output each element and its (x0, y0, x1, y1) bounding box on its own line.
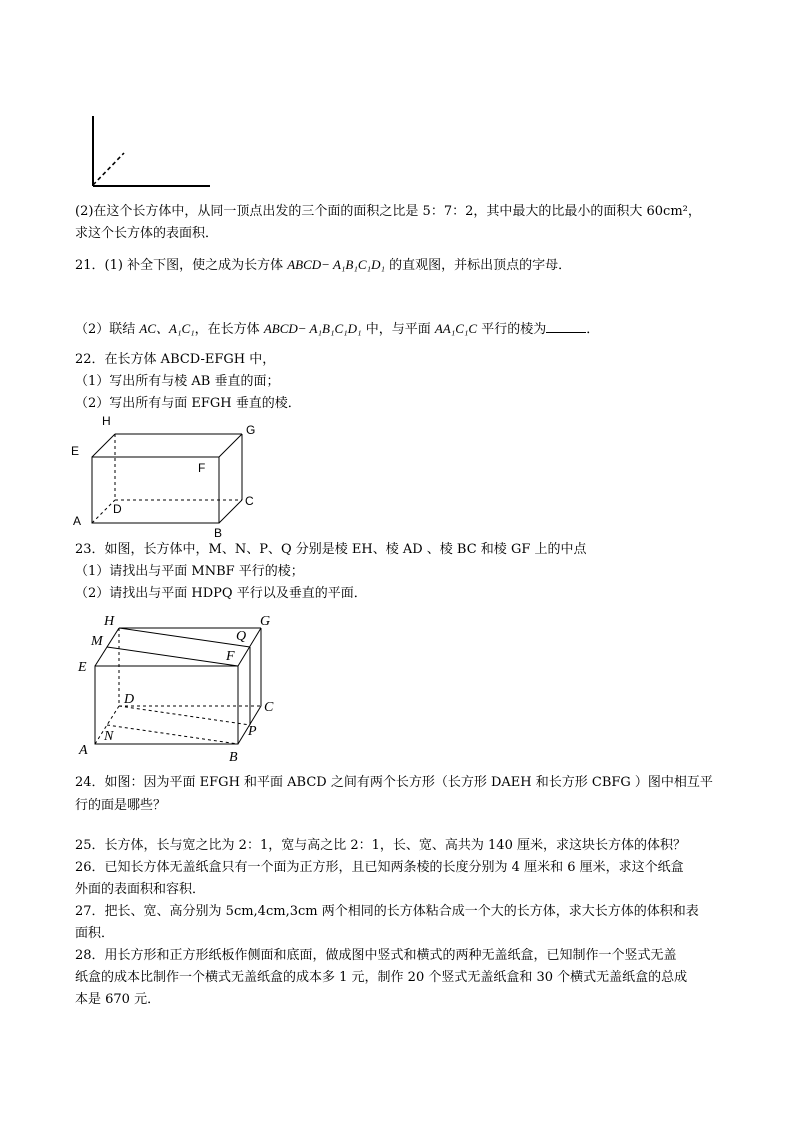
q23-sub2: （2）请找出与平面 HDPQ 平行以及垂直的平面． (75, 586, 367, 601)
line-DP-hidden (119, 706, 250, 725)
label-H: H (102, 414, 111, 428)
label-F: F (226, 649, 235, 664)
q21-line1-prefix: 21．(1) 补全下图，使之成为长方体 (75, 258, 288, 273)
label-H: H (104, 614, 115, 629)
q21-line2-prefix: （2）联结 (75, 322, 140, 337)
label-E: E (78, 660, 87, 675)
label-C: C (245, 494, 254, 508)
label-G: G (260, 614, 271, 629)
line-HQ (119, 628, 250, 647)
q21-line2-mid2: 中，与平面 (361, 322, 435, 337)
q27-line1: 27．把长、宽、高分别为 5cm,4cm,3cm 两个相同的长方体粘合成一个大的长方体，求大长方体的体积和表 (75, 904, 699, 919)
q21-line2-math2: ABCD− A₁B₁C₁D₁ (263, 321, 362, 336)
front-face (95, 666, 238, 744)
q28-line3: 本是 670 元． (75, 992, 161, 1007)
label-Q: Q (236, 629, 247, 644)
q21-line2-suffix: 平行的棱为 (477, 322, 547, 337)
label-B: B (229, 750, 238, 765)
label-P: P (248, 724, 257, 739)
q27-line2: 面积． (75, 926, 115, 941)
label-G: G (246, 423, 256, 437)
q21-line2-mid: ，在长方体 (194, 322, 264, 337)
q21-line1-math: ABCD− A₁B₁C₁D₁ (287, 257, 385, 272)
line-NB-hidden (107, 725, 238, 744)
q21-line1-suffix: 的直观图，并标出顶点的字母． (384, 258, 572, 273)
label-B: B (214, 526, 223, 540)
label-F: F (198, 461, 206, 475)
label-C: C (264, 700, 274, 715)
q20-part2-line2: 求这个长方体的表面积． (75, 226, 219, 241)
q28-line2: 纸盒的成本比制作一个横式无盖纸盒的成本多 1 元，制作 20 个竖式无盖纸盒和 30 个横式无盖纸盒的总成 (75, 970, 688, 985)
q28-line1: 28．用长方形和正方形纸板作侧面和底面，做成图中竖式和横式的两种无盖纸盒，已知制作一个竖式无盖 (75, 948, 677, 963)
label-D: D (124, 692, 135, 707)
q26-line1: 26．已知长方体无盖纸盒只有一个面为正方形，且已知两条棱的长度分别为 4 厘米和 6 厘米，求这个纸盒 (75, 860, 684, 875)
q23-title: 23．如图，长方体中，M、N、P、Q 分别是棱 EH、棱 AD 、棱 BC 和棱 GF 上的中点 (75, 542, 587, 557)
q24-line1: 24．如图：因为平面 EFGH 和平面 ABCD 之间有两个长方形（长方形 DAEH 和长方形 CBFG ）图中相互平 (75, 775, 713, 790)
q20-part2-line1: (2)在这个长方体中，从同一顶点出发的三个面的面积之比是 5：7：2，其中最大的比最小的面积大 60cm²， (75, 204, 701, 219)
q22-sub1: （1）写出所有与棱 AB 垂直的面； (75, 374, 280, 389)
q22-sub2: （2）写出所有与面 EFGH 垂直的棱． (75, 396, 301, 411)
label-N: N (104, 729, 114, 744)
label-M: M (91, 634, 103, 649)
q25-line1: 25．长方体，长与宽之比为 2：1，宽与高之比 2：1，长、宽、高共为 140 厘米，求这块长方体的体积？ (75, 838, 686, 853)
label-A: A (79, 743, 88, 758)
q21-line2-math1: AC、A₁C₁ (139, 321, 195, 336)
label-D: D (113, 502, 122, 516)
q24-line2: 行的面是哪些？ (75, 798, 167, 813)
label-E: E (71, 444, 80, 458)
q21-line2-math3: AA₁C₁C (434, 321, 478, 336)
line-MF (107, 647, 238, 666)
q21-line2-end: ． (586, 322, 600, 337)
q22-title: 22．在长方体 ABCD-EFGH 中， (75, 352, 276, 367)
q26-line2: 外面的表面积和容积． (75, 882, 206, 897)
label-A: A (73, 514, 82, 528)
q23-sub1: （1）请找出与平面 MNBF 平行的棱； (75, 564, 304, 579)
